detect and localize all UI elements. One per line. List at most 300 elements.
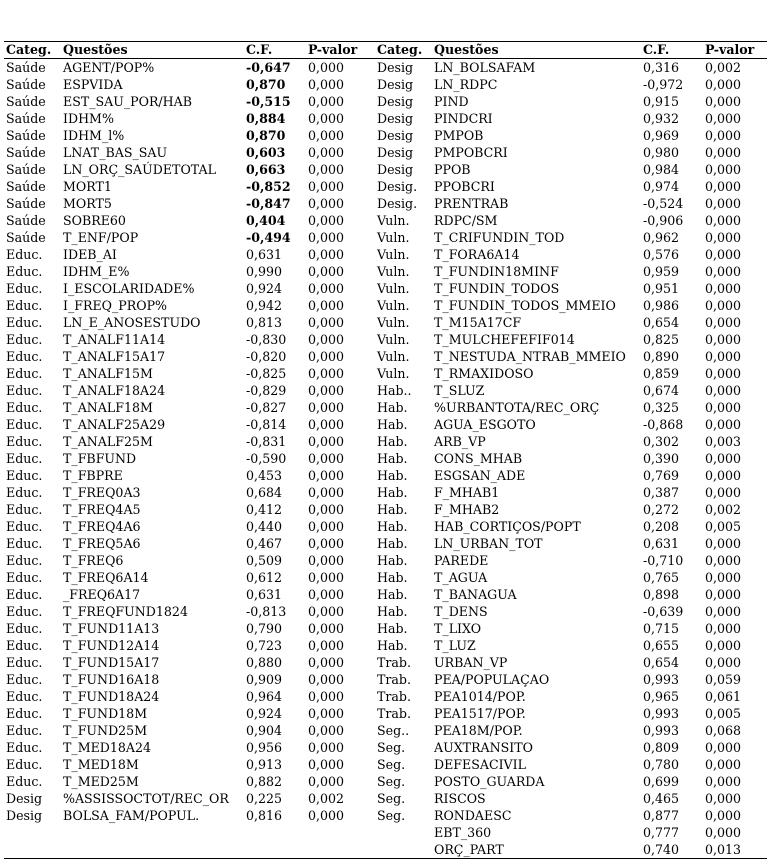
right-question-cell: RISCOS [434, 791, 486, 806]
right-cf-cell: 0,959 [643, 264, 680, 279]
table-row [4, 110, 767, 127]
left-cf-cell: 0,631 [246, 587, 283, 602]
right-cf-cell: 0,316 [643, 60, 680, 75]
left-pvalue-cell: 0,000 [308, 808, 345, 823]
right-cf-cell: -0,710 [643, 553, 684, 568]
table-row [4, 76, 767, 93]
table-row [4, 756, 767, 773]
table-row [4, 586, 767, 603]
right-category-cell: Vuln. [377, 281, 410, 296]
right-pvalue-cell: 0,000 [705, 77, 742, 92]
left-cf-cell: -0,831 [246, 434, 287, 449]
table-row [4, 467, 767, 484]
left-question-cell: SOBRE60 [63, 213, 126, 228]
table-row [4, 450, 767, 467]
right-pvalue-cell: 0,000 [705, 740, 742, 755]
left-pvalue-cell: 0,000 [308, 94, 345, 109]
right-pvalue-cell: 0,000 [705, 417, 742, 432]
right-pvalue-cell: 0,000 [705, 485, 742, 500]
header-row [4, 42, 767, 59]
right-cf-cell: 0,890 [643, 349, 680, 364]
right-question-cell: PAREDE [434, 553, 489, 568]
left-question-cell: T_FREQ4A5 [63, 502, 141, 517]
right-cf-cell: -0,868 [643, 417, 684, 432]
right-category-cell: Desig [377, 60, 414, 75]
right-cf-cell: 0,951 [643, 281, 680, 296]
right-pvalue-cell: 0,000 [705, 587, 742, 602]
right-category-cell: Seg. [377, 808, 406, 823]
right-cf-cell: 0,302 [643, 434, 680, 449]
right-pvalue-cell: 0,000 [705, 349, 742, 364]
right-pvalue-cell: 0,000 [705, 94, 742, 109]
right-pvalue-cell: 0,000 [705, 604, 742, 619]
left-cf-cell: -0,590 [246, 451, 287, 466]
right-cf-cell: 0,969 [643, 128, 680, 143]
left-pvalue-cell: 0,000 [308, 451, 345, 466]
header-category-right: Categ. [375, 42, 432, 59]
left-cf-cell: 0,453 [246, 468, 283, 483]
right-pvalue-cell: 0,000 [705, 638, 742, 653]
left-category-cell: Educ. [6, 553, 43, 568]
left-cf-cell: 0,603 [246, 145, 286, 160]
left-category-cell: Saúde [6, 94, 46, 109]
left-question-cell: T_FBFUND [63, 451, 137, 466]
left-pvalue-cell: 0,000 [308, 60, 345, 75]
left-question-cell: I_ESCOLARIDADE% [63, 281, 195, 296]
table-row [4, 314, 767, 331]
left-question-cell: LNAT_BAS_SAU [63, 145, 168, 160]
left-cf-cell: -0,494 [246, 230, 291, 245]
right-category-cell: Desig [377, 77, 414, 92]
left-category-cell: Educ. [6, 757, 43, 772]
right-question-cell: PEA1517/POP. [434, 706, 526, 721]
right-cf-cell: 0,654 [643, 655, 680, 670]
left-cf-cell: 0,612 [246, 570, 283, 585]
right-category-cell: Trab. [377, 672, 411, 687]
left-question-cell [61, 824, 244, 841]
table-row [4, 416, 767, 433]
left-pvalue-cell: 0,000 [308, 740, 345, 755]
table-row [4, 688, 767, 705]
left-pvalue-cell: 0,000 [308, 587, 345, 602]
right-cf-cell: 0,825 [643, 332, 680, 347]
left-question-cell: IDEB_AI [63, 247, 117, 262]
right-cf-cell: 0,932 [643, 111, 680, 126]
left-cf-cell [244, 824, 306, 841]
left-cf-cell: 0,924 [246, 281, 283, 296]
left-cf-cell: 0,467 [246, 536, 283, 551]
left-cf-cell: 0,509 [246, 553, 283, 568]
table-row [4, 178, 767, 195]
right-category-cell: Desig [377, 145, 414, 160]
left-category-cell: Educ. [6, 774, 43, 789]
right-pvalue-cell: 0,000 [705, 196, 742, 211]
table-row [4, 535, 767, 552]
left-question-cell: IDHM% [63, 111, 114, 126]
right-question-cell: DEFESACIVIL [434, 757, 526, 772]
table-row [4, 501, 767, 518]
right-category-cell: Seg. [377, 791, 406, 806]
left-cf-cell: 0,880 [246, 655, 283, 670]
right-question-cell: PPOB [434, 162, 471, 177]
left-category-cell: Educ. [6, 366, 43, 381]
left-question-cell: T_FREQ4A6 [63, 519, 141, 534]
left-category-cell: Educ. [6, 349, 43, 364]
right-category-cell [375, 824, 432, 841]
left-category-cell: Educ. [6, 587, 43, 602]
left-pvalue-cell: 0,000 [308, 247, 345, 262]
header-question-right: Questões [432, 42, 641, 59]
right-cf-cell: 0,859 [643, 366, 680, 381]
right-question-cell: PEA/POPULAÇAO [434, 672, 550, 687]
left-category-cell: Educ. [6, 536, 43, 551]
right-question-cell: RONDAESC [434, 808, 512, 823]
right-category-cell: Hab. [377, 485, 408, 500]
left-cf-cell: 0,964 [246, 689, 283, 704]
right-question-cell: T_AGUA [434, 570, 488, 585]
left-question-cell: LN_E_ANOSESTUDO [63, 315, 201, 330]
right-question-cell: PINDCRI [434, 111, 493, 126]
right-category-cell: Hab. [377, 570, 408, 585]
right-pvalue-cell: 0,061 [705, 689, 742, 704]
left-question-cell: T_FBPRE [63, 468, 123, 483]
right-cf-cell: 0,777 [643, 825, 680, 840]
table-row [4, 127, 767, 144]
table-row [4, 331, 767, 348]
left-question-cell: T_MED18A24 [63, 740, 152, 755]
right-question-cell: AGUA_ESGOTO [434, 417, 536, 432]
left-cf-cell: -0,825 [246, 366, 287, 381]
table-row [4, 603, 767, 620]
left-category-cell: Educ. [6, 315, 43, 330]
left-pvalue-cell: 0,000 [308, 723, 345, 738]
left-category-cell: Desig [6, 791, 43, 806]
left-category-cell: Educ. [6, 604, 43, 619]
table-row [4, 807, 767, 824]
left-pvalue-cell: 0,000 [308, 349, 345, 364]
right-question-cell: T_MULCHEFEFIF014 [434, 332, 575, 347]
right-cf-cell: 0,576 [643, 247, 680, 262]
left-category-cell: Saúde [6, 60, 46, 75]
right-cf-cell: 0,915 [643, 94, 680, 109]
right-category-cell: Desig [377, 128, 414, 143]
left-question-cell: T_FUND15A17 [63, 655, 160, 670]
right-question-cell: ORÇ_PART [432, 841, 641, 859]
table-row [4, 348, 767, 365]
right-pvalue-cell: 0,000 [705, 791, 742, 806]
right-pvalue-cell: 0,000 [705, 655, 742, 670]
right-category-cell: Desig. [377, 196, 418, 211]
table-row [4, 552, 767, 569]
right-category-cell: Hab. [377, 604, 408, 619]
right-question-cell: %URBANTOTA/REC_ORÇ [434, 400, 600, 415]
left-cf-cell: 0,909 [246, 672, 283, 687]
left-cf-cell: 0,942 [246, 298, 283, 313]
correlation-table-container [4, 41, 767, 859]
left-question-cell: T_ANALF11A14 [63, 332, 166, 347]
left-category-cell: Educ. [6, 570, 43, 585]
left-cf-cell: 0,440 [246, 519, 283, 534]
right-question-cell: PPOBCRI [434, 179, 495, 194]
right-category-cell: Hab. [377, 536, 408, 551]
left-category-cell: Educ. [6, 247, 43, 262]
table-row [4, 365, 767, 382]
right-question-cell: PMPOBCRI [434, 145, 508, 160]
right-pvalue-cell: 0,000 [705, 247, 742, 262]
left-category-cell: Educ. [6, 655, 43, 670]
right-category-cell: Vuln. [377, 247, 410, 262]
left-pvalue-cell: 0,000 [308, 553, 345, 568]
right-cf-cell: 0,390 [643, 451, 680, 466]
table-row [4, 773, 767, 790]
left-pvalue-cell: 0,000 [308, 638, 345, 653]
left-pvalue-cell: 0,000 [308, 485, 345, 500]
right-pvalue-cell: 0,013 [703, 841, 767, 859]
header-pvalue-left: P-valor [306, 42, 375, 59]
table-row [4, 637, 767, 654]
left-category-cell: Educ. [6, 468, 43, 483]
left-cf-cell: -0,827 [246, 400, 287, 415]
left-category-cell: Saúde [6, 196, 46, 211]
table-row [4, 620, 767, 637]
right-pvalue-cell: 0,000 [705, 774, 742, 789]
table-row [4, 382, 767, 399]
left-category-cell: Educ. [6, 723, 43, 738]
left-category-cell: Saúde [6, 213, 46, 228]
left-category-cell [4, 841, 61, 859]
correlation-table [4, 41, 767, 859]
right-question-cell: T_M15A17CF [434, 315, 522, 330]
table-row [4, 705, 767, 722]
right-cf-cell: 0,780 [643, 757, 680, 772]
left-question-cell: IDHM_l% [63, 128, 125, 143]
left-question-cell: T_FUND18A24 [63, 689, 160, 704]
right-category-cell: Hab. [377, 451, 408, 466]
left-category-cell: Educ. [6, 264, 43, 279]
right-question-cell: PRENTRAB [434, 196, 509, 211]
table-row [4, 790, 767, 807]
left-pvalue-cell: 0,000 [308, 145, 345, 160]
table-row [4, 59, 767, 77]
right-category-cell: Hab. [377, 400, 408, 415]
right-question-cell: T_LUZ [434, 638, 476, 653]
left-cf-cell: 0,870 [246, 77, 286, 92]
table-row [4, 246, 767, 263]
table-row [4, 297, 767, 314]
right-question-cell: T_DENS [434, 604, 488, 619]
right-cf-cell: 0,272 [643, 502, 680, 517]
left-pvalue-cell: 0,000 [308, 111, 345, 126]
right-pvalue-cell: 0,000 [705, 468, 742, 483]
left-cf-cell: 0,870 [246, 128, 286, 143]
left-category-cell [4, 824, 61, 841]
left-pvalue-cell: 0,000 [308, 383, 345, 398]
left-question-cell: T_FREQ5A6 [63, 536, 141, 551]
left-category-cell: Educ. [6, 451, 43, 466]
right-pvalue-cell: 0,000 [705, 162, 742, 177]
table-row [4, 518, 767, 535]
right-cf-cell: 0,986 [643, 298, 680, 313]
left-pvalue-cell: 0,000 [308, 621, 345, 636]
right-question-cell: LN_RDPC [434, 77, 498, 92]
header-pvalue-right: P-valor [703, 42, 767, 59]
left-pvalue-cell: 0,000 [308, 655, 345, 670]
right-cf-cell: -0,906 [643, 213, 684, 228]
left-category-cell: Saúde [6, 128, 46, 143]
table-row [4, 433, 767, 450]
right-pvalue-cell: 0,000 [705, 621, 742, 636]
right-pvalue-cell: 0,000 [705, 332, 742, 347]
left-pvalue-cell: 0,000 [308, 434, 345, 449]
left-question-cell: T_ANALF18M [63, 400, 153, 415]
right-category-cell: Vuln. [377, 213, 410, 228]
right-category-cell: Vuln. [377, 349, 410, 364]
table-body [4, 59, 767, 859]
left-pvalue-cell: 0,000 [308, 570, 345, 585]
left-category-cell: Educ. [6, 621, 43, 636]
left-cf-cell: 0,816 [246, 808, 283, 823]
right-pvalue-cell: 0,000 [705, 281, 742, 296]
left-pvalue-cell: 0,000 [308, 264, 345, 279]
right-category-cell: Seg. [377, 774, 406, 789]
right-question-cell: ARB_VP [434, 434, 486, 449]
right-question-cell: ESGSAN_ADE [434, 468, 526, 483]
left-pvalue-cell: 0,000 [308, 502, 345, 517]
right-category-cell: Vuln. [377, 332, 410, 347]
left-cf-cell: -0,647 [246, 60, 291, 75]
right-question-cell: F_MHAB2 [434, 502, 500, 517]
right-pvalue-cell: 0,000 [705, 553, 742, 568]
right-cf-cell: 0,699 [643, 774, 680, 789]
right-category-cell: Hab. [377, 434, 408, 449]
right-cf-cell: 0,465 [643, 791, 680, 806]
right-cf-cell: 0,993 [643, 723, 680, 738]
table-row [4, 722, 767, 739]
right-pvalue-cell: 0,000 [705, 451, 742, 466]
left-pvalue-cell: 0,000 [308, 281, 345, 296]
left-cf-cell: -0,820 [246, 349, 287, 364]
left-cf-cell: -0,515 [246, 94, 291, 109]
right-question-cell: LN_URBAN_TOT [434, 536, 543, 551]
left-question-cell: ESPVIDA [63, 77, 123, 92]
header-category-left: Categ. [4, 42, 61, 59]
right-pvalue-cell: 0,000 [705, 366, 742, 381]
left-question-cell [61, 841, 244, 859]
right-cf-cell: 0,655 [643, 638, 680, 653]
right-cf-cell: 0,980 [643, 145, 680, 160]
right-pvalue-cell: 0,000 [705, 145, 742, 160]
left-category-cell: Educ. [6, 298, 43, 313]
left-pvalue-cell: 0,000 [308, 689, 345, 704]
right-pvalue-cell: 0,059 [705, 672, 742, 687]
left-pvalue-cell: 0,000 [308, 213, 345, 228]
right-pvalue-cell: 0,000 [705, 213, 742, 228]
right-category-cell: Vuln. [377, 298, 410, 313]
right-pvalue-cell: 0,000 [705, 808, 742, 823]
right-category-cell: Hab. [377, 468, 408, 483]
right-pvalue-cell: 0,000 [705, 383, 742, 398]
left-pvalue-cell: 0,000 [308, 179, 345, 194]
table-row [4, 229, 767, 246]
right-pvalue-cell: 0,003 [705, 434, 742, 449]
right-question-cell: T_FUNDIN_TODOS_MMEIO [434, 298, 616, 313]
left-cf-cell: -0,813 [246, 604, 287, 619]
left-question-cell: BOLSA_FAM/POPUL. [63, 808, 200, 823]
left-question-cell: T_ANALF15A17 [63, 349, 166, 364]
left-cf-cell: 0,225 [246, 791, 283, 806]
right-cf-cell: 0,631 [643, 536, 680, 551]
right-cf-cell: 0,715 [643, 621, 680, 636]
right-category-cell [375, 841, 432, 859]
left-category-cell: Educ. [6, 706, 43, 721]
left-category-cell: Educ. [6, 400, 43, 415]
right-cf-cell: 0,965 [643, 689, 680, 704]
right-cf-cell: 0,765 [643, 570, 680, 585]
table-row [4, 739, 767, 756]
left-question-cell: T_FREQ0A3 [63, 485, 141, 500]
left-question-cell: T_MED25M [63, 774, 139, 789]
right-question-cell: T_BANAGUA [434, 587, 517, 602]
left-category-cell: Saúde [6, 111, 46, 126]
left-cf-cell: 0,404 [246, 213, 286, 228]
left-question-cell: T_FUND25M [63, 723, 148, 738]
right-pvalue-cell: 0,000 [705, 179, 742, 194]
left-pvalue-cell: 0,000 [308, 315, 345, 330]
table-row [4, 484, 767, 501]
table-row [4, 280, 767, 297]
right-pvalue-cell: 0,005 [705, 706, 742, 721]
left-category-cell: Educ. [6, 519, 43, 534]
table-row [4, 671, 767, 688]
table-row [4, 195, 767, 212]
left-cf-cell: 0,663 [246, 162, 286, 177]
right-category-cell: Trab. [377, 655, 411, 670]
table-row [4, 569, 767, 586]
left-question-cell: T_ANALF18A24 [63, 383, 166, 398]
right-question-cell: RDPC/SM [434, 213, 498, 228]
left-cf-cell: 0,723 [246, 638, 283, 653]
left-category-cell: Educ. [6, 689, 43, 704]
left-pvalue-cell: 0,000 [308, 706, 345, 721]
right-category-cell: Trab. [377, 689, 411, 704]
left-pvalue-cell: 0,000 [308, 519, 345, 534]
right-cf-cell: 0,984 [643, 162, 680, 177]
left-category-cell: Educ. [6, 332, 43, 347]
left-cf-cell [244, 841, 306, 859]
right-category-cell: Seg.. [377, 723, 410, 738]
right-cf-cell: 0,809 [643, 740, 680, 755]
left-cf-cell: 0,913 [246, 757, 283, 772]
left-pvalue-cell: 0,000 [308, 604, 345, 619]
right-pvalue-cell: 0,002 [705, 502, 742, 517]
right-pvalue-cell: 0,000 [705, 757, 742, 772]
right-pvalue-cell: 0,000 [705, 536, 742, 551]
right-cf-cell: 0,654 [643, 315, 680, 330]
left-category-cell: Saúde [6, 77, 46, 92]
left-cf-cell: 0,956 [246, 740, 283, 755]
right-pvalue-cell: 0,000 [705, 400, 742, 415]
right-cf-cell: -0,639 [643, 604, 684, 619]
right-category-cell: Trab. [377, 706, 411, 721]
table-row [4, 212, 767, 229]
table-row [4, 841, 767, 859]
right-cf-cell: 0,877 [643, 808, 680, 823]
left-pvalue-cell: 0,000 [308, 757, 345, 772]
right-question-cell: URBAN_VP [434, 655, 508, 670]
right-cf-cell: -0,972 [643, 77, 684, 92]
left-question-cell: %ASSISSOCTOT/REC_OR [63, 791, 229, 806]
left-pvalue-cell: 0,000 [308, 128, 345, 143]
